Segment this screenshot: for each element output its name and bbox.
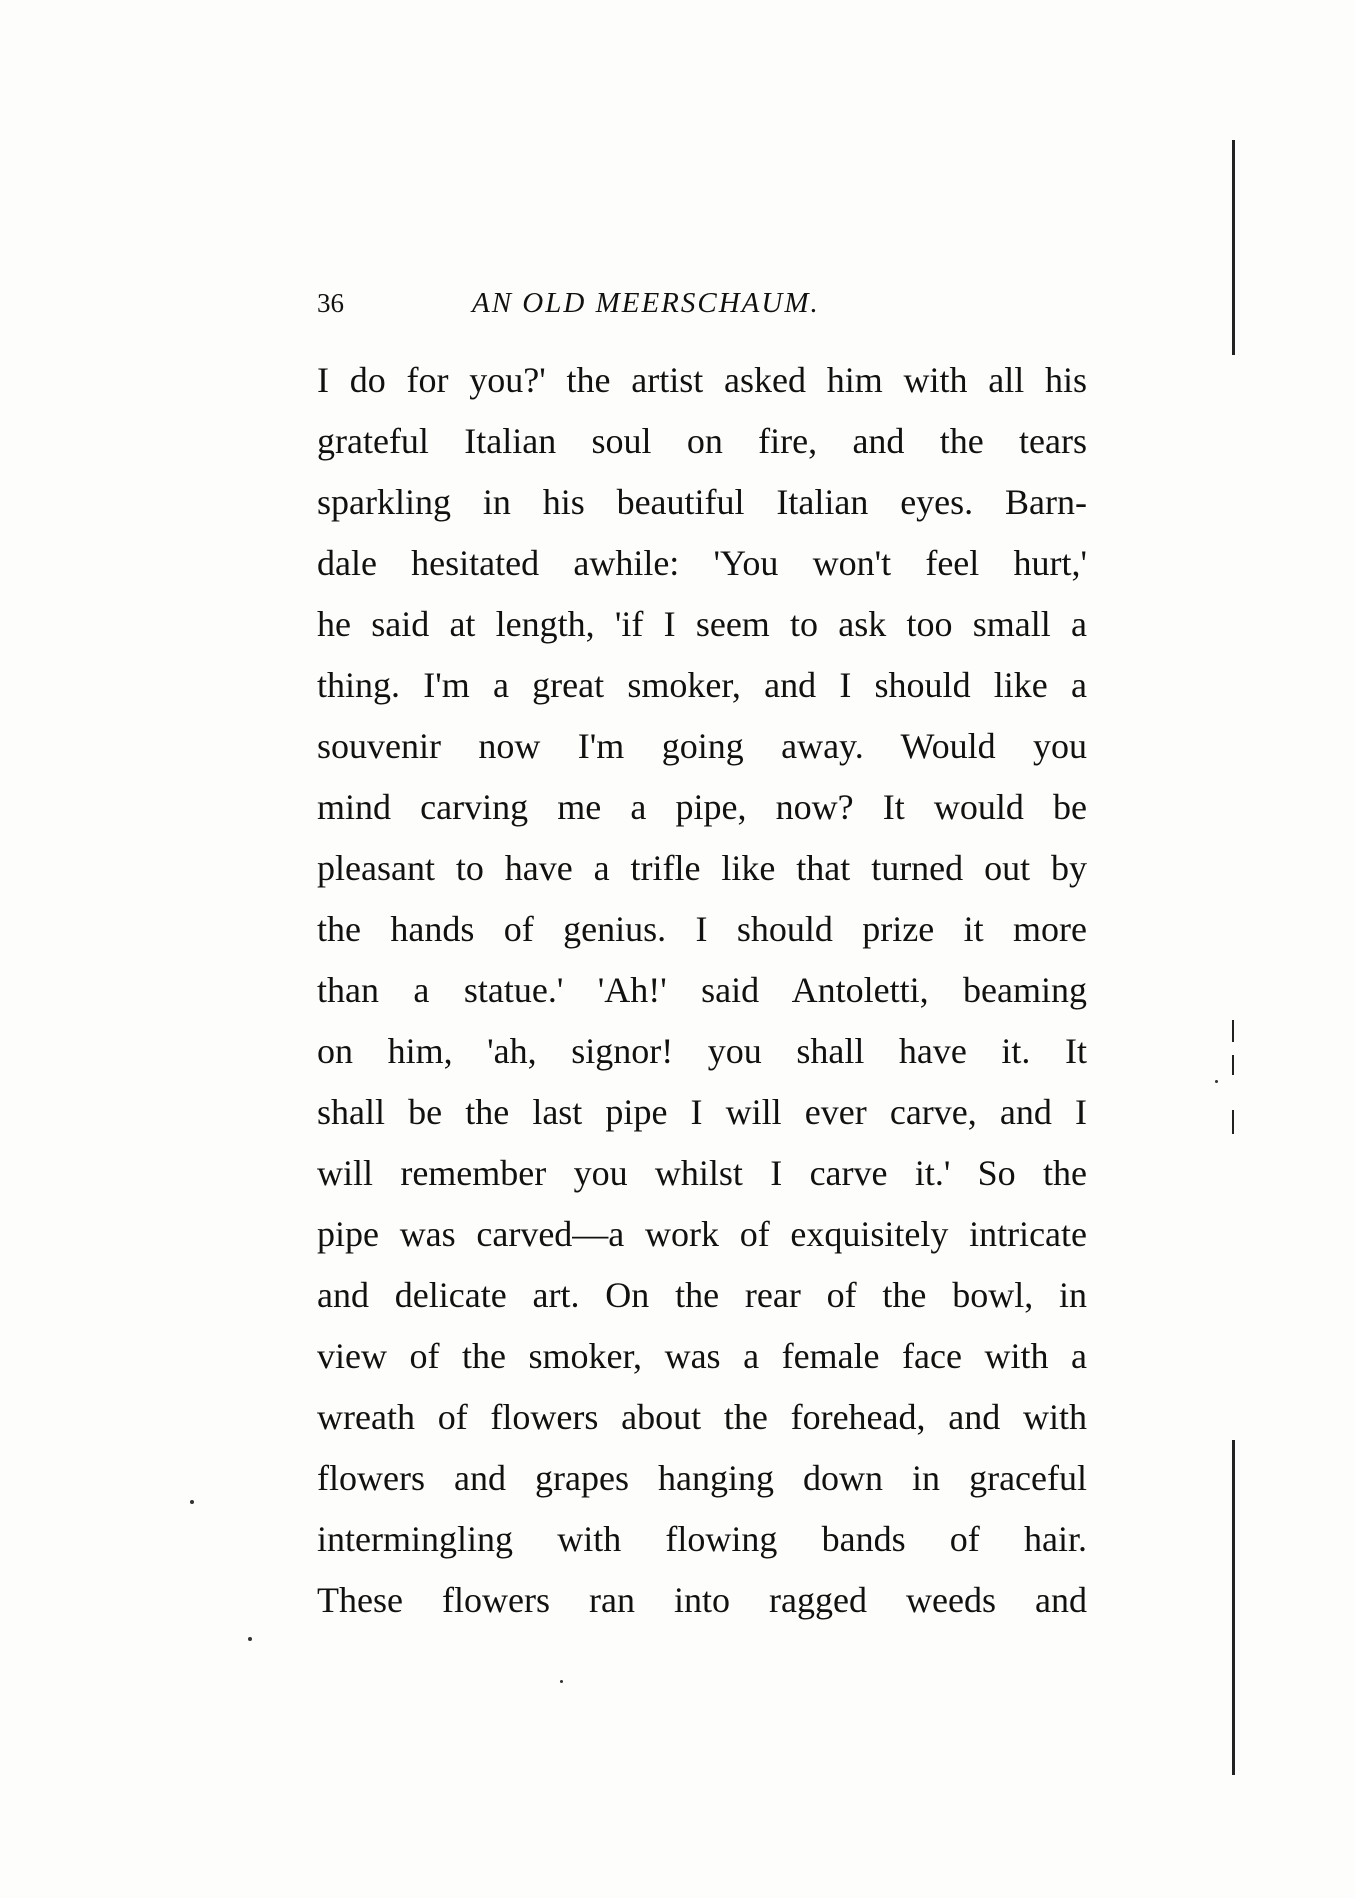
text-line: wreath of flowers about the forehead, and with bbox=[317, 1397, 1087, 1437]
text-line: mind carving me a pipe, now? It would be bbox=[317, 787, 1087, 827]
text-line: shall be the last pipe I will ever carve, and I bbox=[317, 1092, 1087, 1132]
text-line: the hands of genius. I should prize it more bbox=[317, 909, 1087, 949]
scan-speck bbox=[248, 1637, 252, 1641]
scan-margin-rule bbox=[1232, 1110, 1234, 1134]
text-line: flowers and grapes hanging down in graceful bbox=[317, 1458, 1087, 1498]
text-line: thing. I'm a great smoker, and I should like a bbox=[317, 665, 1087, 705]
text-line: souvenir now I'm going away. Would you bbox=[317, 726, 1087, 766]
page-header bbox=[317, 283, 1087, 323]
text-line: grateful Italian soul on fire, and the tears bbox=[317, 421, 1087, 461]
page-number: 36 bbox=[317, 288, 344, 318]
text-line: I do for you?' the artist asked him with all his bbox=[317, 360, 1087, 400]
text-line: on him, 'ah, signor! you shall have it. It bbox=[317, 1031, 1087, 1071]
scan-speck bbox=[190, 1500, 194, 1504]
text-line: intermingling with flowing bands of hair. bbox=[317, 1519, 1087, 1559]
scan-margin-rule bbox=[1232, 1440, 1235, 1775]
text-line: These flowers ran into ragged weeds and bbox=[317, 1580, 1087, 1620]
text-line: sparkling in his beautiful Italian eyes. Barn- bbox=[317, 482, 1087, 522]
text-line: he said at length, 'if I seem to ask too small a bbox=[317, 604, 1087, 644]
text-line: pipe was carved—a work of exquisitely intricate bbox=[317, 1214, 1087, 1254]
running-title: AN OLD MEERSCHAUM. bbox=[472, 287, 820, 319]
text-line: will remember you whilst I carve it.' So the bbox=[317, 1153, 1087, 1193]
scan-margin-rule bbox=[1232, 1020, 1234, 1042]
text-line: than a statue.' 'Ah!' said Antoletti, beaming bbox=[317, 970, 1087, 1010]
text-line: pleasant to have a trifle like that turned out by bbox=[317, 848, 1087, 888]
body-text bbox=[317, 350, 1087, 1631]
scan-margin-rule bbox=[1232, 140, 1235, 355]
scan-speck bbox=[1215, 1080, 1218, 1083]
text-line: and delicate art. On the rear of the bowl, in bbox=[317, 1275, 1087, 1315]
scan-margin-rule bbox=[1232, 1055, 1234, 1075]
text-line: dale hesitated awhile: 'You won't feel hurt,' bbox=[317, 543, 1087, 583]
scan-speck bbox=[560, 1680, 563, 1683]
text-line: view of the smoker, was a female face with a bbox=[317, 1336, 1087, 1376]
